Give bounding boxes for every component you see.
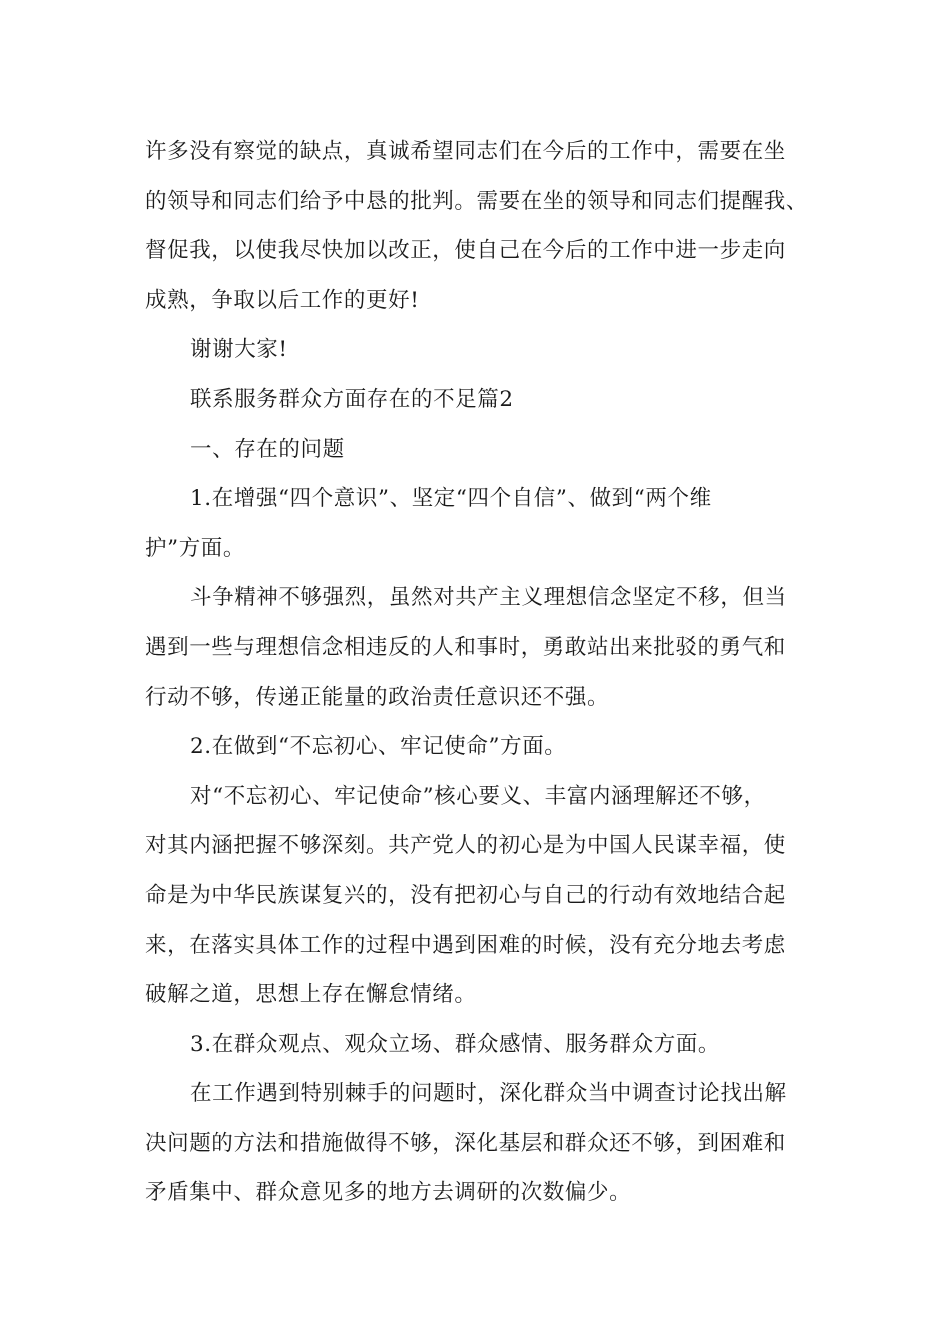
text-line: 对其内涵把握不够深刻。共产党人的初心是为中国人民谋幸福，使 [145, 833, 786, 859]
text-line: 的领导和同志们给予中恳的批判。需要在坐的领导和同志们提醒我、 [145, 188, 809, 214]
text-line: 矛盾集中、群众意见多的地方去调研的次数偏少。 [145, 1180, 632, 1206]
text-line: 决问题的方法和措施做得不够，深化基层和群众还不够，到困难和 [145, 1130, 786, 1156]
item-heading: 1.在增强“四个意识”、坚定“四个自信”、做到“两个维 [190, 486, 712, 512]
text-line: 督促我，以使我尽快加以改正，使自己在今后的工作中进一步走向 [145, 238, 786, 264]
text-line: 谢谢大家! [190, 337, 288, 363]
section-title: 联系服务群众方面存在的不足篇2 [190, 386, 514, 412]
item-heading: 护”方面。 [145, 535, 245, 561]
document-body [145, 127, 815, 1218]
text-line: 对“不忘初心、牢记使命”核心要义、丰富内涵理解还不够， [190, 783, 766, 809]
item-heading: 2.在做到“不忘初心、牢记使命”方面。 [190, 734, 567, 760]
section-heading: 一、存在的问题 [190, 436, 345, 462]
text-line: 来，在落实具体工作的过程中遇到困难的时候，没有充分地去考虑 [145, 932, 786, 958]
text-line: 成熟，争取以后工作的更好! [145, 287, 420, 313]
text-line: 命是为中华民族谋复兴的，没有把初心与自己的行动有效地结合起 [145, 882, 786, 908]
text-line: 破解之道，思想上存在懈怠情绪。 [145, 982, 477, 1008]
text-line: 许多没有察觉的缺点，真诚希望同志们在今后的工作中，需要在坐 [145, 139, 786, 164]
text-line: 遇到一些与理想信念相违反的人和事时，勇敢站出来批驳的勇气和 [145, 634, 786, 660]
text-line: 在工作遇到特别棘手的问题时，深化群众当中调查讨论找出解 [190, 1081, 787, 1107]
text-line: 行动不够，传递正能量的政治责任意识还不强。 [145, 684, 610, 710]
item-heading: 3.在群众观点、观众立场、群众感情、服务群众方面。 [190, 1031, 721, 1057]
text-line: 斗争精神不够强烈，虽然对共产主义理想信念坚定不移，但当 [190, 585, 787, 611]
